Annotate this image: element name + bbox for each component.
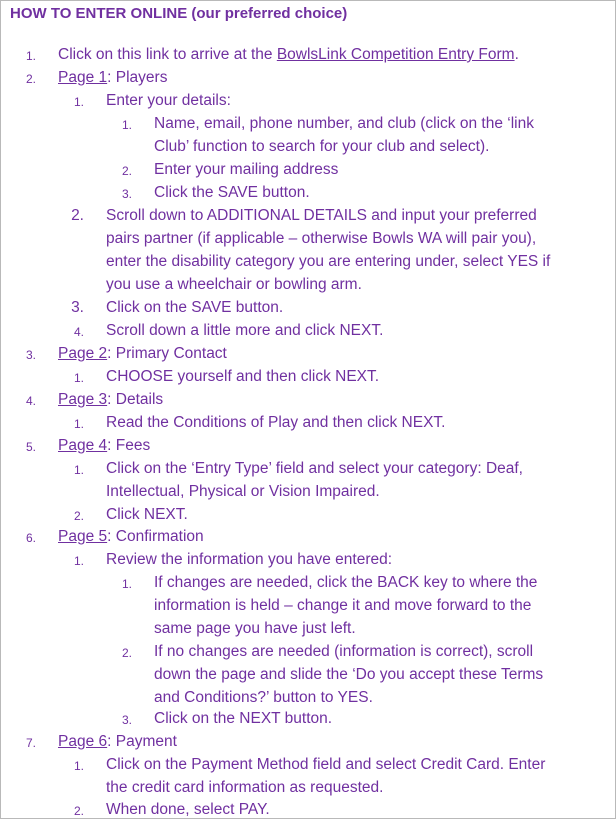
step-text-end: . (514, 46, 519, 63)
page-link: Page 2 (58, 345, 108, 362)
step-number: 5. (25, 440, 36, 454)
step-number: 6. (25, 531, 36, 545)
substep-text-line: Click on the Payment Method field and select Credit Card. Enter (106, 756, 546, 773)
page-link: Page 4 (58, 437, 108, 454)
step-number: 7. (25, 736, 36, 750)
substep-number: 1. (73, 759, 84, 773)
subsubstep-text-line: If no changes are needed (information is correct), scroll (154, 643, 534, 660)
step-label: : Players (107, 69, 168, 86)
step-label: : Fees (107, 437, 151, 454)
subsubstep-text-line: information is held – change it and move forward to the (154, 597, 532, 614)
step-number: 1. (25, 49, 36, 63)
substep-number: 4. (73, 325, 84, 339)
substep-text: Read the Conditions of Play and then click NEXT. (106, 414, 446, 431)
subsubstep-number: 2. (121, 646, 132, 660)
substep-number: 1. (73, 371, 84, 385)
step-label: : Details (107, 391, 164, 408)
bowlslink-entry-form-link[interactable]: BowlsLink Competition Entry Form (276, 46, 515, 63)
page-link: Page 6 (58, 733, 108, 750)
substep-text-line: the credit card information as requested. (106, 779, 384, 796)
substep-text-line: pairs partner (if applicable – otherwise Bowls WA will pair you), (106, 230, 537, 247)
subsubstep-text: Enter your mailing address (154, 161, 339, 178)
page-title: HOW TO ENTER ONLINE (our preferred choice) (10, 5, 348, 22)
substep-text: Enter your details: (106, 92, 231, 109)
substep-text-line: Intellectual, Physical or Vision Impaired. (106, 483, 380, 500)
step-label: : Primary Contact (107, 345, 227, 362)
subsubstep-text-line: down the page and slide the ‘Do you accept these Terms (154, 666, 544, 683)
page-link: Page 1 (58, 69, 108, 86)
substep-number: 2. (71, 207, 84, 224)
substep-number: 1. (73, 417, 84, 431)
substep-text: Click NEXT. (106, 506, 188, 523)
substep-text: Click on the SAVE button. (106, 299, 284, 316)
substep-number: 2. (73, 804, 84, 818)
step-number: 2. (25, 72, 36, 86)
substep-number: 1. (73, 554, 84, 568)
subsubstep-text-line: Name, email, phone number, and club (click on the ‘link (154, 115, 534, 132)
subsubstep-number: 3. (121, 713, 132, 727)
substep-number: 1. (73, 95, 84, 109)
substep-text: CHOOSE yourself and then click NEXT. (106, 368, 380, 385)
step-number: 4. (25, 394, 36, 408)
substep-text-line: Click on the ‘Entry Type’ field and select your category: Deaf, (106, 460, 523, 477)
step-label: : Payment (107, 733, 177, 750)
substep-text: Scroll down a little more and click NEXT. (106, 322, 384, 339)
substep-text-line: Scroll down to ADDITIONAL DETAILS and input your preferred (106, 207, 537, 224)
substep-text: Review the information you have entered: (106, 551, 393, 568)
subsubstep-text: Click the SAVE button. (154, 184, 310, 201)
page-link: Page 5 (58, 528, 108, 545)
substep-text: When done, select PAY. (106, 801, 270, 818)
subsubstep-text: Click on the NEXT button. (154, 710, 333, 727)
step-number: 3. (25, 348, 36, 362)
substep-text-line: enter the disability category you are entering under, select YES if (106, 253, 551, 270)
subsubstep-text-line: If changes are needed, click the BACK key to where the (154, 574, 538, 591)
step-label: : Confirmation (107, 528, 204, 545)
page-link: Page 3 (58, 391, 108, 408)
subsubstep-text-line: and Conditions?’ button to YES. (154, 689, 373, 706)
subsubstep-text-line: Club’ function to search for your club and select). (154, 138, 490, 155)
substep-text-line: you use a wheelchair or bowling arm. (106, 276, 362, 293)
substep-number: 1. (73, 463, 84, 477)
subsubstep-number: 1. (121, 577, 132, 591)
subsubstep-number: 1. (121, 118, 132, 132)
substep-number: 2. (73, 509, 84, 523)
step-text: Click on this link to arrive at the (58, 46, 277, 63)
substep-number: 3. (71, 299, 84, 316)
subsubstep-number: 2. (121, 164, 132, 178)
subsubstep-number: 3. (121, 187, 132, 201)
subsubstep-text-line: same page you have just left. (154, 620, 356, 637)
